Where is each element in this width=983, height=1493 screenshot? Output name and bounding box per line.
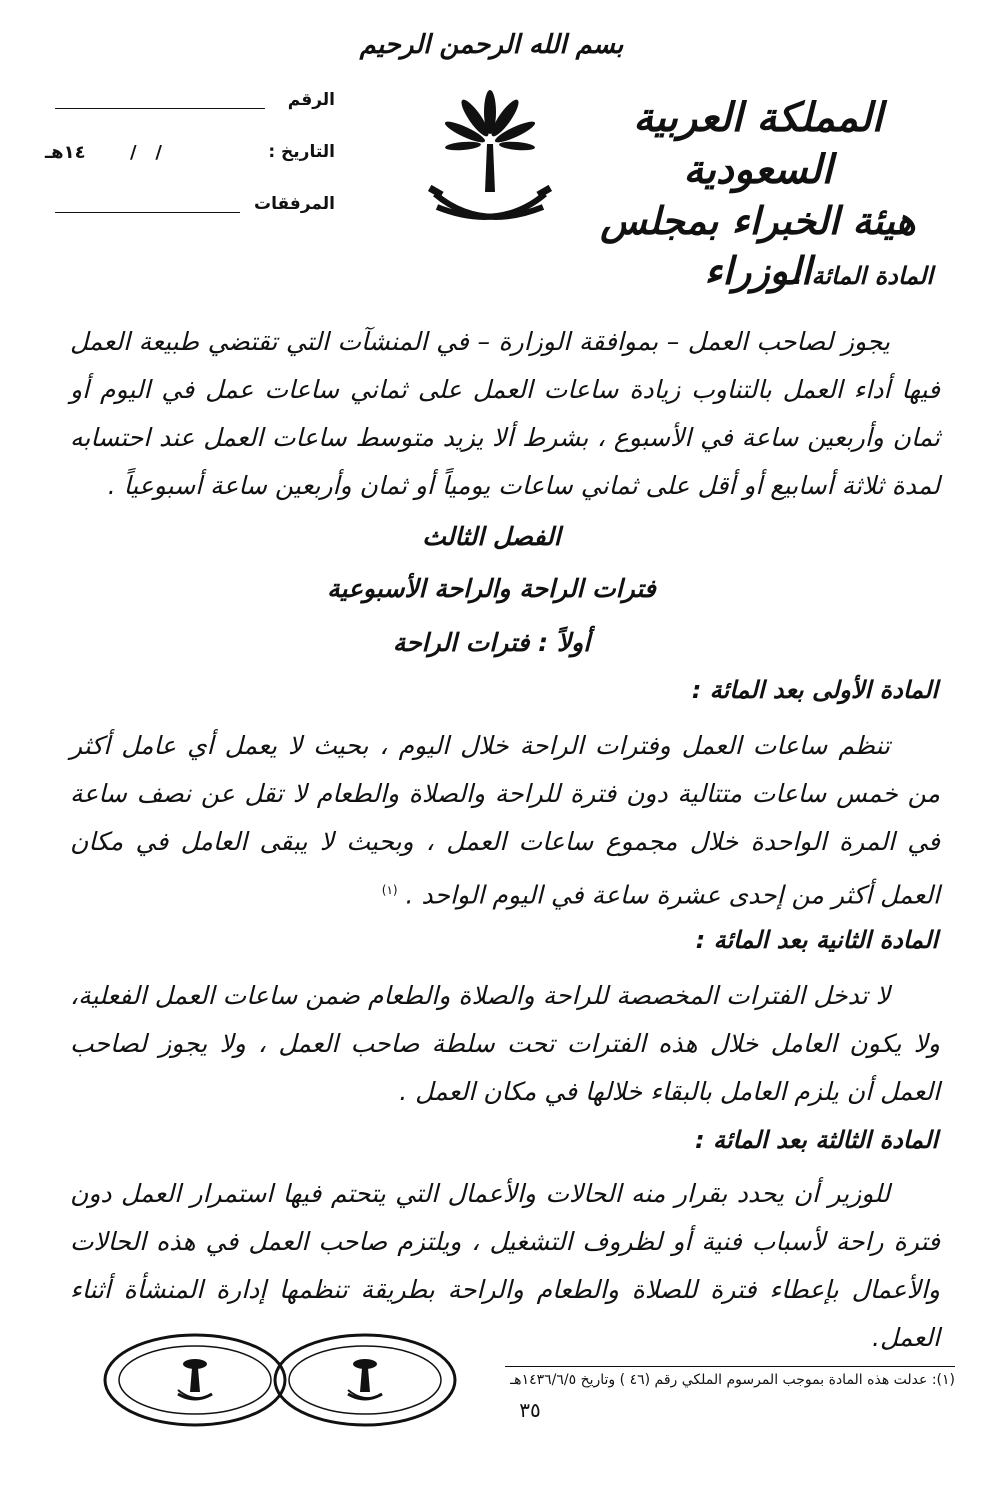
article-100-text — [70, 318, 940, 510]
official-seal-right-icon — [270, 1330, 460, 1430]
footnote: (١): عدلت هذه المادة بموجب المرسوم الملكي رقم (٤٦ ) وتاريخ ١٤٣٦/٦/٥هـ — [510, 1372, 955, 1388]
date-row — [45, 142, 335, 194]
article-101-heading: المادة الأولى بعد المائة : — [691, 676, 938, 704]
date-slashes: / / — [130, 142, 162, 163]
footnote-marker: (١) — [381, 883, 398, 897]
attachments-line — [55, 212, 240, 213]
article-102-paragraph: لا تدخل الفترات المخصصة للراحة والصلاة والطعام ضمن ساعات العمل الفعلية، ولا يكون العامل خلال هذه الفترات تحت سلطة صاحب العمل ، ولا يجوز لصاحب العمل أن يلزم العامل بالبقاء خلالها في مكان العمل . — [70, 981, 940, 1106]
chapter-title: الفصل الثالث — [422, 522, 561, 551]
official-seal-left-icon — [100, 1330, 290, 1430]
article-102-heading: المادة الثانية بعد المائة : — [695, 926, 938, 954]
chapter-subtitle: فترات الراحة والراحة الأسبوعية — [327, 574, 656, 603]
org-country: المملكة العربية السعودية — [633, 94, 883, 193]
date-value — [45, 142, 255, 166]
article-100-heading: المادة المائة : — [793, 262, 933, 290]
article-101-paragraph — [70, 722, 940, 919]
reference-fields — [45, 90, 335, 246]
ref-number-row — [45, 90, 335, 142]
section-title: أولاً : فترات الراحة — [392, 628, 591, 657]
org-body: هيئة الخبراء بمجلس الوزراء — [600, 198, 916, 293]
basmala: بسم الله الرحمن الرحيم — [359, 30, 624, 60]
article-101-text — [70, 722, 940, 919]
footnote-divider — [505, 1366, 955, 1367]
article-103-paragraph: للوزير أن يحدد بقرار منه الحالات والأعمال التي يتحتم فيها استمرار العمل دون فترة راحة لأسباب فنية أو لظروف التشغيل ، ويلتزم صاحب العمل في هذه الحالات والأعمال بإعطاء فترة للصلاة والطعام والراحة بطريقة تنظمها إدارة المنشأة أثناء العمل. — [70, 1179, 940, 1352]
article-102-text — [70, 972, 940, 1116]
attachments-row — [45, 194, 335, 246]
date-suffix: ١٤هـ — [45, 142, 86, 163]
ref-number-line — [55, 108, 265, 109]
article-100-paragraph: يجوز لصاحب العمل – بموافقة الوزارة – في المنشآت التي تقتضي طبيعة العمل فيها أداء العمل بالتناوب زيادة ساعات العمل على ثماني ساعات عمل في اليوم أو ثمان وأربعين ساعة في الأسبوع ، بشرط ألا يزيد متوسط ساعات العمل عند احتسابه لمدة ثلاثة أسابيع أو أقل على ثماني ساعات يومياً أو ثمان وأربعين ساعة أسبوعياً . — [70, 327, 940, 500]
saudi-emblem-icon — [425, 82, 555, 242]
article-103-heading: المادة الثالثة بعد المائة : — [695, 1126, 938, 1154]
attachments-label: المرفقات — [253, 194, 335, 214]
article-101-body: تنظم ساعات العمل وفترات الراحة خلال اليوم ، بحيث لا يعمل أي عامل أكثر من خمس ساعات متتالية دون فترة للراحة والصلاة والطعام لا تقل عن نصف ساعة في المرة الواحدة خلال مجموع ساعات العمل ، وبحيث لا يبقى العامل في مكان العمل أكثر من إحدى عشرة ساعة في اليوم الواحد . — [70, 731, 940, 910]
date-label: التاريخ : — [268, 142, 335, 162]
page-number: ٣٥ — [519, 1398, 541, 1422]
ref-number-label: الرقم — [287, 90, 335, 110]
